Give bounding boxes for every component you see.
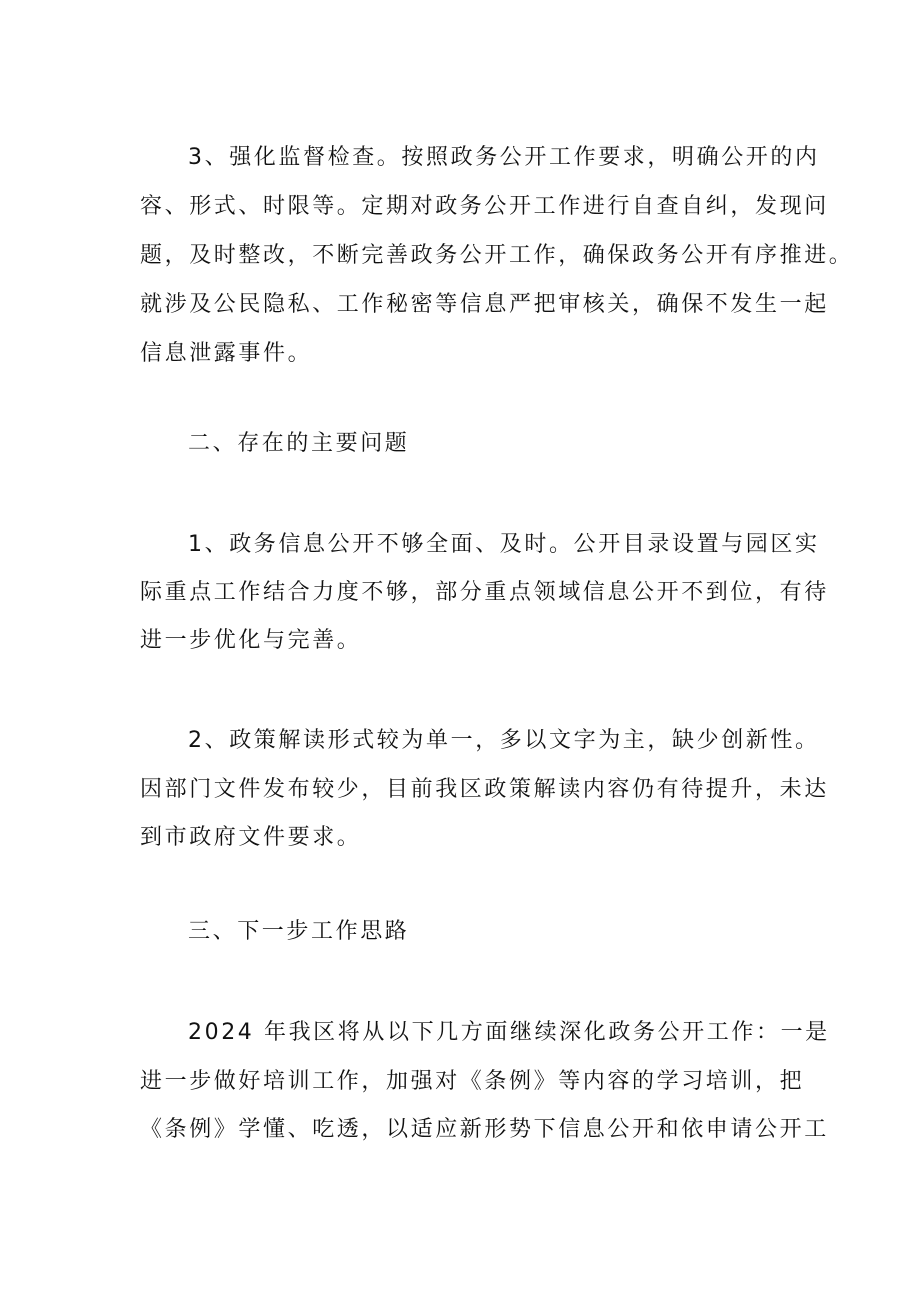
text-line: 题，及时整改，不断完善政务公开工作，确保政务公开有序推进。 — [140, 243, 854, 268]
text-line: 就涉及公民隐私、工作秘密等信息严把审核关，确保不发生一起 — [140, 292, 829, 317]
text-line: 到市政府文件要求。 — [140, 825, 362, 850]
text-line: 2024 年我区将从以下几方面继续深化政务公开工作：一是 — [188, 1020, 830, 1045]
section-heading-problems: 二、存在的主要问题 — [188, 431, 410, 456]
text-line: 3、强化监督检查。按照政务公开工作要求，明确公开的内 — [188, 145, 820, 170]
text-line: 际重点工作结合力度不够，部分重点领域信息公开不到位，有待 — [140, 580, 829, 605]
text-line: 信息泄露事件。 — [140, 341, 313, 366]
text-line: 进一步做好培训工作，加强对《条例》等内容的学习培训，把 — [140, 1069, 805, 1094]
text-line: 进一步优化与完善。 — [140, 628, 362, 653]
text-line: 1、政务信息公开不够全面、及时。公开目录设置与园区实 — [188, 532, 820, 557]
section-heading-next-steps: 三、下一步工作思路 — [188, 919, 410, 944]
text-line: 因部门文件发布较少，目前我区政策解读内容仍有待提升，未达 — [140, 777, 829, 802]
text-line: 容、形式、时限等。定期对政务公开工作进行自查自纠，发现问 — [140, 194, 829, 219]
text-line: 2、政策解读形式较为单一，多以文字为主，缺少创新性。 — [188, 728, 820, 753]
text-line: 《条例》学懂、吃透，以适应新形势下信息公开和依申请公开工 — [140, 1117, 829, 1142]
